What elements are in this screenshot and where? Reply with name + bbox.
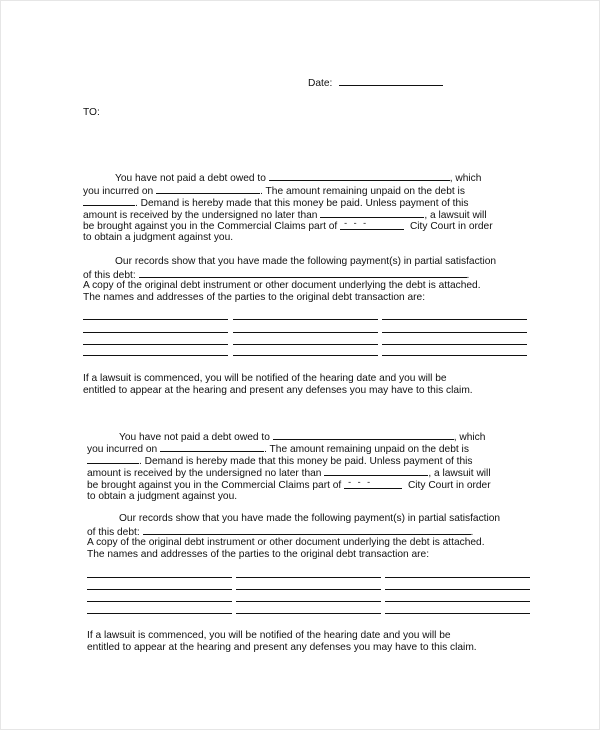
payments-field[interactable] — [139, 268, 467, 278]
party-line[interactable] — [233, 319, 378, 320]
block1-p1-line1: You have not paid a debt owed to , which — [115, 173, 482, 184]
party-line[interactable] — [385, 601, 530, 602]
party-line[interactable] — [385, 589, 530, 590]
party-line[interactable] — [87, 601, 232, 602]
block1-p1-line5: be brought against you in the Commercial Claims part of - - - City Court in order — [83, 218, 493, 232]
block1-p1-line2: you incurred on . The amount remaining unpaid on the debt is — [83, 186, 465, 197]
to-label: TO: — [83, 107, 100, 118]
block1-p2-line1: Our records show that you have made the following payment(s) in partial satisfaction — [115, 256, 497, 267]
party-line[interactable] — [233, 344, 378, 345]
party-line[interactable] — [233, 355, 378, 356]
block2-p3-line2: entitled to appear at the hearing and present any defenses you may have to this claim. — [87, 642, 477, 653]
date-row — [308, 76, 443, 90]
party-line[interactable] — [236, 589, 381, 590]
block2-p2-line4: The names and addresses of the parties to the original debt transaction are: — [87, 549, 430, 560]
date-label: Date: — [308, 78, 333, 89]
deadline-date-field[interactable] — [324, 466, 428, 476]
party-line[interactable] — [83, 319, 228, 320]
incurred-date-field[interactable] — [156, 184, 260, 194]
block2-p1-line5: be brought against you in the Commercial Claims part of - - - City Court in order — [87, 477, 491, 491]
party-line[interactable] — [83, 355, 228, 356]
creditor-name-field[interactable] — [273, 430, 454, 440]
city-court-field[interactable]: - - - — [344, 479, 402, 488]
party-line[interactable] — [87, 589, 232, 590]
block2-p1-line3: . Demand is hereby made that this money be paid. Unless payment of this — [87, 454, 473, 468]
party-line[interactable] — [83, 344, 228, 345]
city-court-field[interactable]: - - - — [340, 220, 404, 229]
party-line[interactable] — [87, 613, 232, 614]
block1-p1-line4: amount is received by the undersigned no later than , a lawsuit will — [83, 210, 487, 221]
block2-p2-line2: of this debt: . — [87, 527, 474, 538]
block2-p1-line6: to obtain a judgment against you. — [87, 491, 238, 502]
party-line[interactable] — [87, 577, 232, 578]
party-line[interactable] — [382, 355, 527, 356]
block2-p1-line4: amount is received by the undersigned no later than , a lawsuit will — [87, 468, 491, 479]
block1-p3-line1: If a lawsuit is commenced, you will be notified of the hearing date and you will be — [83, 373, 447, 384]
block2-p1-line2: you incurred on . The amount remaining unpaid on the debt is — [87, 444, 469, 455]
party-line[interactable] — [236, 613, 381, 614]
party-line[interactable] — [83, 332, 228, 333]
payments-field[interactable] — [143, 525, 471, 535]
block2-p3-line1: If a lawsuit is commenced, you will be notified of the hearing date and you will be — [87, 630, 451, 641]
amount-field[interactable] — [83, 196, 135, 206]
block1-p1-line3: . Demand is hereby made that this money be paid. Unless payment of this — [83, 196, 469, 210]
party-line[interactable] — [233, 332, 378, 333]
block1-p1-line6: to obtain a judgment against you. — [83, 232, 234, 243]
block1-p2-line3: A copy of the original debt instrument or other document underlying the debt is attached. — [83, 280, 481, 291]
block2-p1-line1: You have not paid a debt owed to , which — [119, 432, 486, 443]
creditor-name-field[interactable] — [269, 171, 450, 181]
party-line[interactable] — [385, 577, 530, 578]
party-line[interactable] — [382, 332, 527, 333]
block2-p2-line3: A copy of the original debt instrument or other document underlying the debt is attached. — [87, 537, 485, 548]
incurred-date-field[interactable] — [160, 442, 264, 452]
block1-p2-line4: The names and addresses of the parties to the original debt transaction are: — [83, 292, 426, 303]
deadline-date-field[interactable] — [320, 208, 424, 218]
party-line[interactable] — [236, 601, 381, 602]
party-line[interactable] — [385, 613, 530, 614]
party-line[interactable] — [382, 319, 527, 320]
block2-p2-line1: Our records show that you have made the following payment(s) in partial satisfaction — [119, 513, 501, 524]
block1-p3-line2: entitled to appear at the hearing and present any defenses you may have to this claim. — [83, 385, 473, 396]
block1-p2-line2: of this debt: . — [83, 270, 470, 281]
amount-field[interactable] — [87, 454, 139, 464]
party-line[interactable] — [236, 577, 381, 578]
date-field[interactable] — [339, 76, 443, 86]
party-line[interactable] — [382, 344, 527, 345]
